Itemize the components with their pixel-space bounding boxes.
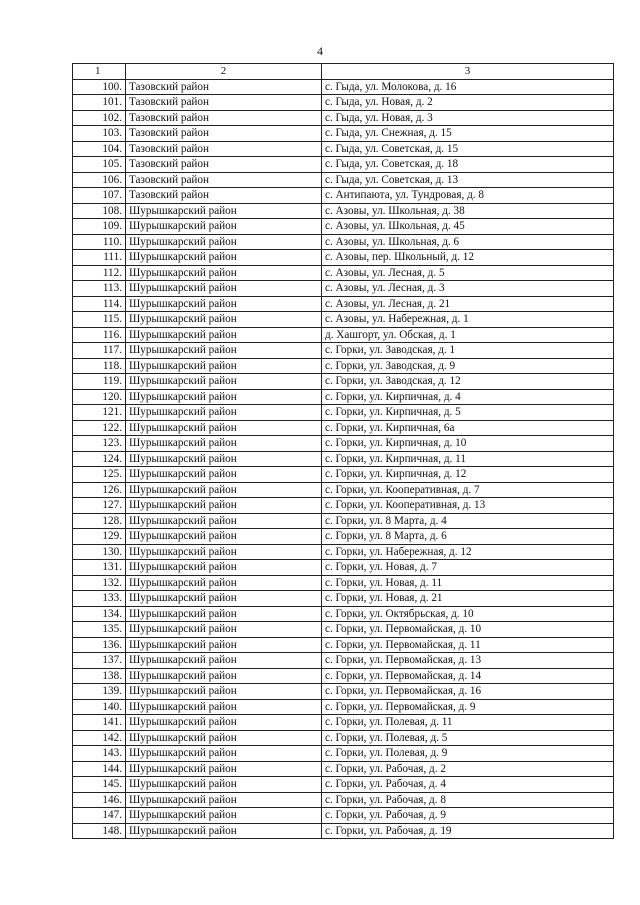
table-row <box>73 715 614 731</box>
district-cell: Шурышкарский район <box>126 575 322 591</box>
address-cell: д. Хашгорт, ул. Обская, д. 1 <box>322 327 614 343</box>
row-number-cell: 107. <box>73 188 126 204</box>
table-row <box>73 653 614 669</box>
row-number-cell: 123. <box>73 436 126 452</box>
table-row <box>73 110 614 126</box>
row-number-cell: 127. <box>73 498 126 514</box>
row-number-cell: 121. <box>73 405 126 421</box>
district-cell: Шурышкарский район <box>126 544 322 560</box>
address-cell: с. Горки, ул. Заводская, д. 1 <box>322 343 614 359</box>
table-row <box>73 777 614 793</box>
district-cell: Шурышкарский район <box>126 234 322 250</box>
district-cell: Шурышкарский район <box>126 498 322 514</box>
table-row <box>73 482 614 498</box>
row-number-cell: 109. <box>73 219 126 235</box>
row-number-cell: 112. <box>73 265 126 281</box>
table-row <box>73 761 614 777</box>
row-number-cell: 148. <box>73 823 126 839</box>
address-cell: с. Горки, ул. Кооперативная, д. 7 <box>322 482 614 498</box>
row-number-cell: 125. <box>73 467 126 483</box>
table-row <box>73 451 614 467</box>
row-number-cell: 118. <box>73 358 126 374</box>
row-number-cell: 124. <box>73 451 126 467</box>
row-number-cell: 117. <box>73 343 126 359</box>
table-row <box>73 234 614 250</box>
table-row <box>73 79 614 95</box>
table-row <box>73 265 614 281</box>
table-row <box>73 374 614 390</box>
row-number-cell: 120. <box>73 389 126 405</box>
row-number-cell: 136. <box>73 637 126 653</box>
district-cell: Шурышкарский район <box>126 668 322 684</box>
address-cell: с. Горки, ул. Рабочая, д. 9 <box>322 808 614 824</box>
row-number-cell: 102. <box>73 110 126 126</box>
district-cell: Шурышкарский район <box>126 482 322 498</box>
district-cell: Шурышкарский район <box>126 792 322 808</box>
table-body <box>73 79 614 839</box>
address-cell: с. Горки, ул. Первомайская, д. 9 <box>322 699 614 715</box>
row-number-cell: 140. <box>73 699 126 715</box>
row-number-cell: 101. <box>73 95 126 111</box>
address-cell: с. Горки, ул. Набережная, д. 12 <box>322 544 614 560</box>
table-row <box>73 296 614 312</box>
district-cell: Шурышкарский район <box>126 203 322 219</box>
address-cell: с. Горки, ул. Октябрьская, д. 10 <box>322 606 614 622</box>
address-cell: с. Горки, ул. Кирпичная, 6а <box>322 420 614 436</box>
row-number-cell: 131. <box>73 560 126 576</box>
district-cell: Шурышкарский район <box>126 420 322 436</box>
row-number-cell: 146. <box>73 792 126 808</box>
address-cell: с. Горки, ул. Кирпичная, д. 11 <box>322 451 614 467</box>
district-cell: Шурышкарский район <box>126 591 322 607</box>
table-row <box>73 420 614 436</box>
district-cell: Шурышкарский район <box>126 560 322 576</box>
district-cell: Шурышкарский район <box>126 637 322 653</box>
address-cell: с. Гыда, ул. Советская, д. 18 <box>322 157 614 173</box>
row-number-cell: 113. <box>73 281 126 297</box>
address-cell: с. Азовы, ул. Лесная, д. 3 <box>322 281 614 297</box>
address-cell: с. Гыда, ул. Молокова, д. 16 <box>322 79 614 95</box>
address-cell: с. Горки, ул. Полевая, д. 11 <box>322 715 614 731</box>
row-number-cell: 111. <box>73 250 126 266</box>
address-cell: с. Азовы, ул. Школьная, д. 38 <box>322 203 614 219</box>
table-row <box>73 436 614 452</box>
district-cell: Шурышкарский район <box>126 312 322 328</box>
district-cell: Шурышкарский район <box>126 219 322 235</box>
table-row <box>73 358 614 374</box>
row-number-cell: 130. <box>73 544 126 560</box>
district-cell: Шурышкарский район <box>126 823 322 839</box>
district-cell: Тазовский район <box>126 126 322 142</box>
table-row <box>73 343 614 359</box>
district-cell: Тазовский район <box>126 110 322 126</box>
address-cell: с. Горки, ул. Полевая, д. 5 <box>322 730 614 746</box>
district-cell: Тазовский район <box>126 79 322 95</box>
table-row <box>73 575 614 591</box>
row-number-cell: 133. <box>73 591 126 607</box>
row-number-cell: 137. <box>73 653 126 669</box>
table-row <box>73 808 614 824</box>
table-row <box>73 544 614 560</box>
address-cell: с. Горки, ул. Первомайская, д. 13 <box>322 653 614 669</box>
address-cell: с. Горки, ул. Первомайская, д. 16 <box>322 684 614 700</box>
district-cell: Тазовский район <box>126 157 322 173</box>
table-row <box>73 389 614 405</box>
table-row <box>73 637 614 653</box>
address-cell: с. Азовы, ул. Школьная, д. 45 <box>322 219 614 235</box>
table-row <box>73 126 614 142</box>
row-number-cell: 142. <box>73 730 126 746</box>
address-cell: с. Горки, ул. Кирпичная, д. 5 <box>322 405 614 421</box>
table-row <box>73 250 614 266</box>
district-cell: Шурышкарский район <box>126 327 322 343</box>
table-row <box>73 405 614 421</box>
table-row <box>73 157 614 173</box>
table-row <box>73 591 614 607</box>
row-number-cell: 103. <box>73 126 126 142</box>
table-header-row <box>73 64 614 80</box>
table-row <box>73 327 614 343</box>
row-number-cell: 106. <box>73 172 126 188</box>
district-cell: Шурышкарский район <box>126 761 322 777</box>
header-cell-number: 1 <box>73 64 126 80</box>
address-cell: с. Азовы, ул. Школьная, д. 6 <box>322 234 614 250</box>
header-cell-address: 3 <box>322 64 614 80</box>
district-cell: Шурышкарский район <box>126 343 322 359</box>
row-number-cell: 105. <box>73 157 126 173</box>
table-row <box>73 203 614 219</box>
district-cell: Шурышкарский район <box>126 808 322 824</box>
row-number-cell: 138. <box>73 668 126 684</box>
row-number-cell: 108. <box>73 203 126 219</box>
district-cell: Шурышкарский район <box>126 405 322 421</box>
table-row <box>73 699 614 715</box>
address-cell: с. Горки, ул. Рабочая, д. 19 <box>322 823 614 839</box>
row-number-cell: 139. <box>73 684 126 700</box>
row-number-cell: 132. <box>73 575 126 591</box>
district-cell: Тазовский район <box>126 141 322 157</box>
district-cell: Шурышкарский район <box>126 250 322 266</box>
row-number-cell: 128. <box>73 513 126 529</box>
district-cell: Шурышкарский район <box>126 513 322 529</box>
table-row <box>73 281 614 297</box>
table-row <box>73 746 614 762</box>
row-number-cell: 143. <box>73 746 126 762</box>
district-cell: Шурышкарский район <box>126 606 322 622</box>
address-cell: с. Горки, ул. Первомайская, д. 10 <box>322 622 614 638</box>
district-cell: Шурышкарский район <box>126 389 322 405</box>
row-number-cell: 122. <box>73 420 126 436</box>
table-row <box>73 467 614 483</box>
row-number-cell: 134. <box>73 606 126 622</box>
address-cell: с. Горки, ул. Рабочая, д. 2 <box>322 761 614 777</box>
table-row <box>73 792 614 808</box>
address-cell: с. Горки, ул. 8 Марта, д. 6 <box>322 529 614 545</box>
table-row <box>73 172 614 188</box>
row-number-cell: 119. <box>73 374 126 390</box>
row-number-cell: 110. <box>73 234 126 250</box>
row-number-cell: 100. <box>73 79 126 95</box>
district-cell: Шурышкарский район <box>126 296 322 312</box>
row-number-cell: 104. <box>73 141 126 157</box>
table-row <box>73 219 614 235</box>
address-cell: с. Горки, ул. Заводская, д. 12 <box>322 374 614 390</box>
district-cell: Шурышкарский район <box>126 653 322 669</box>
row-number-cell: 114. <box>73 296 126 312</box>
district-cell: Шурышкарский район <box>126 374 322 390</box>
address-table <box>72 63 614 839</box>
district-cell: Шурышкарский район <box>126 715 322 731</box>
district-cell: Шурышкарский район <box>126 622 322 638</box>
address-cell: с. Гыда, ул. Новая, д. 2 <box>322 95 614 111</box>
district-cell: Тазовский район <box>126 95 322 111</box>
table-row <box>73 823 614 839</box>
district-cell: Шурышкарский район <box>126 529 322 545</box>
address-cell: с. Горки, ул. Кооперативная, д. 13 <box>322 498 614 514</box>
row-number-cell: 116. <box>73 327 126 343</box>
table-row <box>73 560 614 576</box>
address-cell: с. Горки, ул. Первомайская, д. 11 <box>322 637 614 653</box>
row-number-cell: 144. <box>73 761 126 777</box>
address-cell: с. Горки, ул. Первомайская, д. 14 <box>322 668 614 684</box>
district-cell: Шурышкарский район <box>126 358 322 374</box>
table-row <box>73 188 614 204</box>
table-row <box>73 668 614 684</box>
district-cell: Шурышкарский район <box>126 746 322 762</box>
address-cell: с. Азовы, пер. Школьный, д. 12 <box>322 250 614 266</box>
district-cell: Тазовский район <box>126 188 322 204</box>
row-number-cell: 115. <box>73 312 126 328</box>
table-row <box>73 312 614 328</box>
district-cell: Шурышкарский район <box>126 777 322 793</box>
table-row <box>73 498 614 514</box>
district-cell: Шурышкарский район <box>126 265 322 281</box>
address-cell: с. Горки, ул. Новая, д. 21 <box>322 591 614 607</box>
address-cell: с. Антипаюта, ул. Тундровая, д. 8 <box>322 188 614 204</box>
address-cell: с. Гыда, ул. Снежная, д. 15 <box>322 126 614 142</box>
table-row <box>73 529 614 545</box>
page-number: 4 <box>317 44 323 58</box>
table-row <box>73 622 614 638</box>
table-row <box>73 141 614 157</box>
address-cell: с. Гыда, ул. Новая, д. 3 <box>322 110 614 126</box>
table-row <box>73 513 614 529</box>
address-cell: с. Горки, ул. Новая, д. 11 <box>322 575 614 591</box>
address-cell: с. Горки, ул. Заводская, д. 9 <box>322 358 614 374</box>
address-cell: с. Горки, ул. Рабочая, д. 8 <box>322 792 614 808</box>
district-cell: Шурышкарский район <box>126 699 322 715</box>
district-cell: Шурышкарский район <box>126 281 322 297</box>
address-cell: с. Азовы, ул. Лесная, д. 5 <box>322 265 614 281</box>
row-number-cell: 129. <box>73 529 126 545</box>
district-cell: Шурышкарский район <box>126 730 322 746</box>
address-cell: с. Горки, ул. 8 Марта, д. 4 <box>322 513 614 529</box>
address-cell: с. Горки, ул. Кирпичная, д. 12 <box>322 467 614 483</box>
district-cell: Шурышкарский район <box>126 467 322 483</box>
row-number-cell: 147. <box>73 808 126 824</box>
address-cell: с. Горки, ул. Рабочая, д. 4 <box>322 777 614 793</box>
district-cell: Шурышкарский район <box>126 436 322 452</box>
address-cell: с. Гыда, ул. Советская, д. 15 <box>322 141 614 157</box>
row-number-cell: 126. <box>73 482 126 498</box>
row-number-cell: 135. <box>73 622 126 638</box>
address-cell: с. Азовы, ул. Набережная, д. 1 <box>322 312 614 328</box>
district-cell: Тазовский район <box>126 172 322 188</box>
address-cell: с. Горки, ул. Полевая, д. 9 <box>322 746 614 762</box>
header-cell-district: 2 <box>126 64 322 80</box>
address-cell: с. Горки, ул. Новая, д. 7 <box>322 560 614 576</box>
district-cell: Шурышкарский район <box>126 451 322 467</box>
address-cell: с. Гыда, ул. Советская, д. 13 <box>322 172 614 188</box>
table-row <box>73 684 614 700</box>
row-number-cell: 141. <box>73 715 126 731</box>
table-row <box>73 606 614 622</box>
table-row <box>73 95 614 111</box>
row-number-cell: 145. <box>73 777 126 793</box>
district-cell: Шурышкарский район <box>126 684 322 700</box>
table-row <box>73 730 614 746</box>
address-cell: с. Горки, ул. Кирпичная, д. 10 <box>322 436 614 452</box>
address-cell: с. Горки, ул. Кирпичная, д. 4 <box>322 389 614 405</box>
address-cell: с. Азовы, ул. Лесная, д. 21 <box>322 296 614 312</box>
